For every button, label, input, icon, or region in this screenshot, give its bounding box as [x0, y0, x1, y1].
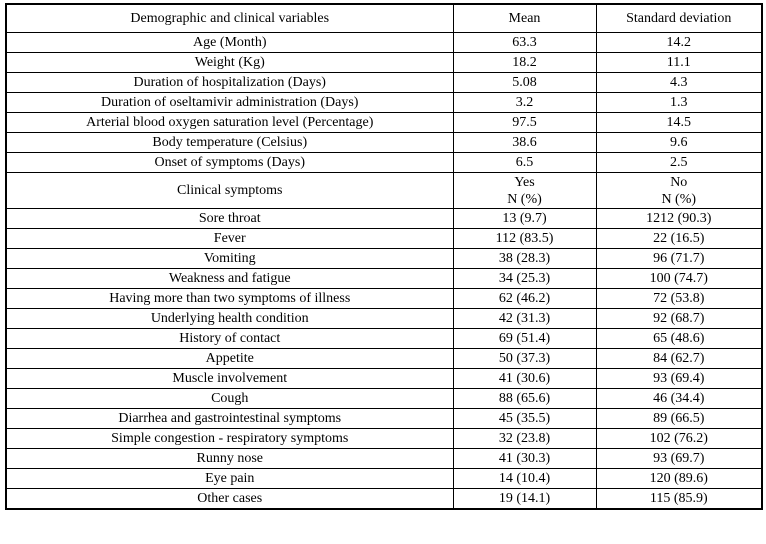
symptom-table-row	[6, 389, 762, 409]
variable-cell: Weight (Kg)	[6, 53, 453, 73]
variable-cell: Age (Month)	[6, 33, 453, 53]
symptom-cell: Underlying health condition	[6, 309, 453, 329]
numeric-table-row	[6, 53, 762, 73]
symptom-cell: Simple congestion - respiratory symptoms	[6, 429, 453, 449]
variable-cell: Duration of hospitalization (Days)	[6, 73, 453, 93]
no-count-cell: 93 (69.4)	[596, 369, 762, 389]
numeric-table-row	[6, 133, 762, 153]
symptom-table-row	[6, 329, 762, 349]
no-count-cell: 92 (68.7)	[596, 309, 762, 329]
no-count-cell: 96 (71.7)	[596, 249, 762, 269]
symptom-table-row	[6, 429, 762, 449]
symptom-table-row	[6, 349, 762, 369]
variable-cell: Body temperature (Celsius)	[6, 133, 453, 153]
mean-cell: 97.5	[453, 113, 596, 133]
symptom-cell: History of contact	[6, 329, 453, 349]
symptoms-header-label-cell: Clinical symptoms	[6, 173, 453, 209]
symptom-table-row	[6, 229, 762, 249]
symptom-table-row	[6, 409, 762, 429]
no-header-label: No	[670, 174, 688, 190]
yes-count-cell: 34 (25.3)	[453, 269, 596, 289]
yes-count-cell: 69 (51.4)	[453, 329, 596, 349]
symptom-table-row	[6, 369, 762, 389]
no-count-cell: 115 (85.9)	[596, 489, 762, 510]
mean-cell: 18.2	[453, 53, 596, 73]
symptom-cell: Other cases	[6, 489, 453, 510]
yes-count-cell: 32 (23.8)	[453, 429, 596, 449]
yes-header-sub: N (%)	[507, 191, 542, 207]
yes-count-cell: 45 (35.5)	[453, 409, 596, 429]
yes-count-cell: 41 (30.3)	[453, 449, 596, 469]
variable-cell: Duration of oseltamivir administration (Days)	[6, 93, 453, 113]
mean-cell: 38.6	[453, 133, 596, 153]
symptom-table-row	[6, 269, 762, 289]
yes-count-cell: 14 (10.4)	[453, 469, 596, 489]
symptom-cell: Runny nose	[6, 449, 453, 469]
variable-cell: Onset of symptoms (Days)	[6, 153, 453, 173]
no-header-cell	[596, 173, 762, 209]
yes-count-cell: 19 (14.1)	[453, 489, 596, 510]
no-count-cell: 22 (16.5)	[596, 229, 762, 249]
symptom-cell: Vomiting	[6, 249, 453, 269]
symptom-cell: Diarrhea and gastrointestinal symptoms	[6, 409, 453, 429]
sd-cell: 4.3	[596, 73, 762, 93]
variable-cell: Arterial blood oxygen saturation level (Percentage)	[6, 113, 453, 133]
numeric-table-row	[6, 73, 762, 93]
mean-cell: 6.5	[453, 153, 596, 173]
sd-cell: 14.5	[596, 113, 762, 133]
no-count-cell: 65 (48.6)	[596, 329, 762, 349]
no-header-sub: N (%)	[661, 191, 697, 207]
header-mean-cell: Mean	[453, 4, 596, 33]
symptom-cell: Sore throat	[6, 209, 453, 229]
yes-count-cell: 50 (37.3)	[453, 349, 596, 369]
numeric-table-row	[6, 33, 762, 53]
header-variable-cell: Demographic and clinical variables	[6, 4, 453, 33]
no-count-cell: 102 (76.2)	[596, 429, 762, 449]
symptom-cell: Eye pain	[6, 469, 453, 489]
sd-cell: 14.2	[596, 33, 762, 53]
symptom-cell: Cough	[6, 389, 453, 409]
symptom-table-row	[6, 489, 762, 510]
yes-count-cell: 112 (83.5)	[453, 229, 596, 249]
numeric-table-row	[6, 153, 762, 173]
symptom-table-row	[6, 289, 762, 309]
yes-count-cell: 41 (30.6)	[453, 369, 596, 389]
numeric-table-row	[6, 113, 762, 133]
yes-count-cell: 88 (65.6)	[453, 389, 596, 409]
sd-cell: 2.5	[596, 153, 762, 173]
yes-count-cell: 42 (31.3)	[453, 309, 596, 329]
sd-cell: 11.1	[596, 53, 762, 73]
mean-cell: 5.08	[453, 73, 596, 93]
no-count-cell: 93 (69.7)	[596, 449, 762, 469]
yes-header-cell	[453, 173, 596, 209]
yes-count-cell: 38 (28.3)	[453, 249, 596, 269]
symptom-cell: Having more than two symptoms of illness	[6, 289, 453, 309]
sd-cell: 9.6	[596, 133, 762, 153]
no-count-cell: 84 (62.7)	[596, 349, 762, 369]
symptom-cell: Fever	[6, 229, 453, 249]
no-count-cell: 120 (89.6)	[596, 469, 762, 489]
no-count-cell: 1212 (90.3)	[596, 209, 762, 229]
symptom-table-row	[6, 309, 762, 329]
no-count-cell: 72 (53.8)	[596, 289, 762, 309]
numeric-table-row	[6, 93, 762, 113]
symptoms-header-row	[6, 173, 762, 209]
header-sd-cell: Standard deviation	[596, 4, 762, 33]
symptom-table-row	[6, 249, 762, 269]
no-count-cell: 89 (66.5)	[596, 409, 762, 429]
symptom-table-row	[6, 209, 762, 229]
mean-cell: 3.2	[453, 93, 596, 113]
mean-cell: 63.3	[453, 33, 596, 53]
symptom-cell: Appetite	[6, 349, 453, 369]
symptom-table-row	[6, 469, 762, 489]
yes-count-cell: 62 (46.2)	[453, 289, 596, 309]
symptom-table-row	[6, 449, 762, 469]
sd-cell: 1.3	[596, 93, 762, 113]
table-header-row	[6, 4, 762, 33]
yes-count-cell: 13 (9.7)	[453, 209, 596, 229]
no-count-cell: 46 (34.4)	[596, 389, 762, 409]
symptom-cell: Weakness and fatigue	[6, 269, 453, 289]
no-count-cell: 100 (74.7)	[596, 269, 762, 289]
symptom-cell: Muscle involvement	[6, 369, 453, 389]
yes-header-label: Yes	[514, 174, 535, 190]
demographics-clinical-table	[5, 3, 763, 510]
